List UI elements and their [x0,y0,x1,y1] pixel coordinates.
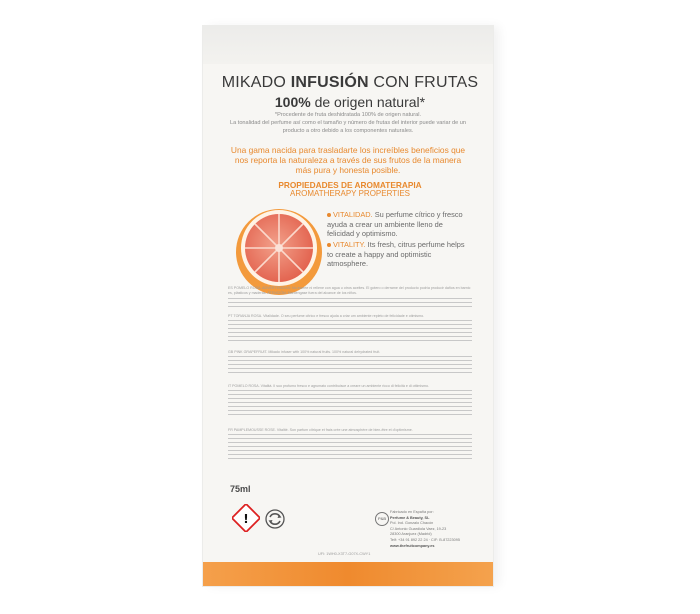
volume-label: 75ml [230,484,251,494]
vitality-text: Su perfume cítrico y fresco ayuda a crear un ambiente lleno de felicidad y optimismo. [327,210,463,239]
maker-line: Telf: +34 91 892 22 24 · CIF: B-87223095 [390,537,460,542]
legal-gb: GB PINK GRAPEFRUIT. Mikado infuser with 100% natural fruits. 100% natural dehydrated fruit. [228,350,381,354]
maker-logo: P&B [375,512,389,526]
vitality-en [327,240,467,269]
title-part: CON FRUTAS [368,74,479,91]
product-title [0,74,700,92]
properties-title: PROPIEDADES DE AROMATERAPIA [278,180,422,190]
legal-es: ES POMELO ROSA. ADVERTENCIAS: No inserte ni rellene con agua u otros aceites. El gotero o derrame del producto podría producir daños en barnices, plásticos y maderas. ATENCIÓN: Manténgase fuera del alcance de los niños. [228,286,471,296]
svg-text:!: ! [243,512,249,526]
subtitle-part: de origen natural* [310,94,426,110]
title-bold: INFUSIÓN [290,74,369,91]
maker-line: C/ Antonio Guardiola Vaez, 19-23 [390,526,447,531]
origin-footnote: *Procedente de fruta deshidratada 100% de origen natural. [274,112,422,118]
vitality-keyword: VITALIDAD. [333,210,373,219]
legal-it-lines [228,390,472,418]
legal-it: IT POMELO ROSA. Vitalità. Il suo profumo fresco e agrumato contribuisce a creare un ambiente ricco di felicità e di ottimismo. [228,384,430,388]
subtitle-bold: 100% [274,94,311,110]
orange-bottom-band [203,562,493,586]
manufacturer-info [390,510,470,549]
box-top-flap [203,26,493,64]
legal-pt-lines [228,320,472,344]
title-part: MIKADO [221,74,291,91]
variation-disclaimer: La tonalidad del perfume así como el tamaño y número de frutas del interior puede variar de un producto a otro debido a los componentes naturales. [229,120,466,134]
maker-line: Pol. Ind. Gonzalo Chacón [390,521,434,526]
vitality-es [327,210,467,239]
vitality-text: Its fresh, citrus perfume helps to create a happy and optimistic atmosphere. [327,240,465,269]
maker-line: Perfume & Beauty, SL [390,515,430,520]
product-subtitle [0,94,700,110]
legal-pt: PT TORANJA ROSA. Vitalidade. O seu perfume cítrico e fresco ajuda a criar um ambiente repleto de felicidade e otimismo. [228,314,425,318]
legal-gb-lines [228,356,472,376]
ufi-code: UFI: 1WH0-X3T7-G07X-CWY1 [318,552,371,556]
intro-text: Una gama nacida para trasladarte los increíbles beneficios que nos reporta la naturaleza a través de sus frutos de la manera más pura y honesta posible. [230,145,466,175]
bullet-icon [327,213,331,217]
vitality-keyword: VITALITY. [333,240,366,249]
bullet-icon [327,243,331,247]
maker-line: 28300 Aranjuez (Madrid) [390,532,432,537]
maker-line: Fabricado en España por: [390,510,434,514]
recycle-icon [264,508,286,530]
legal-es-lines [228,298,472,310]
hazard-pictogram-icon [232,504,260,532]
legal-fr: FR PAMPLEMOUSSE ROSE. Vitalité. Son parfum citrique et frais crée une atmosphère de bien-être et d'optimisme. [228,428,413,432]
properties-subtitle: AROMATHERAPY PROPERTIES [289,189,411,198]
legal-fr-lines [228,434,472,462]
maker-line: www.thefruitcompany.es [390,543,435,548]
